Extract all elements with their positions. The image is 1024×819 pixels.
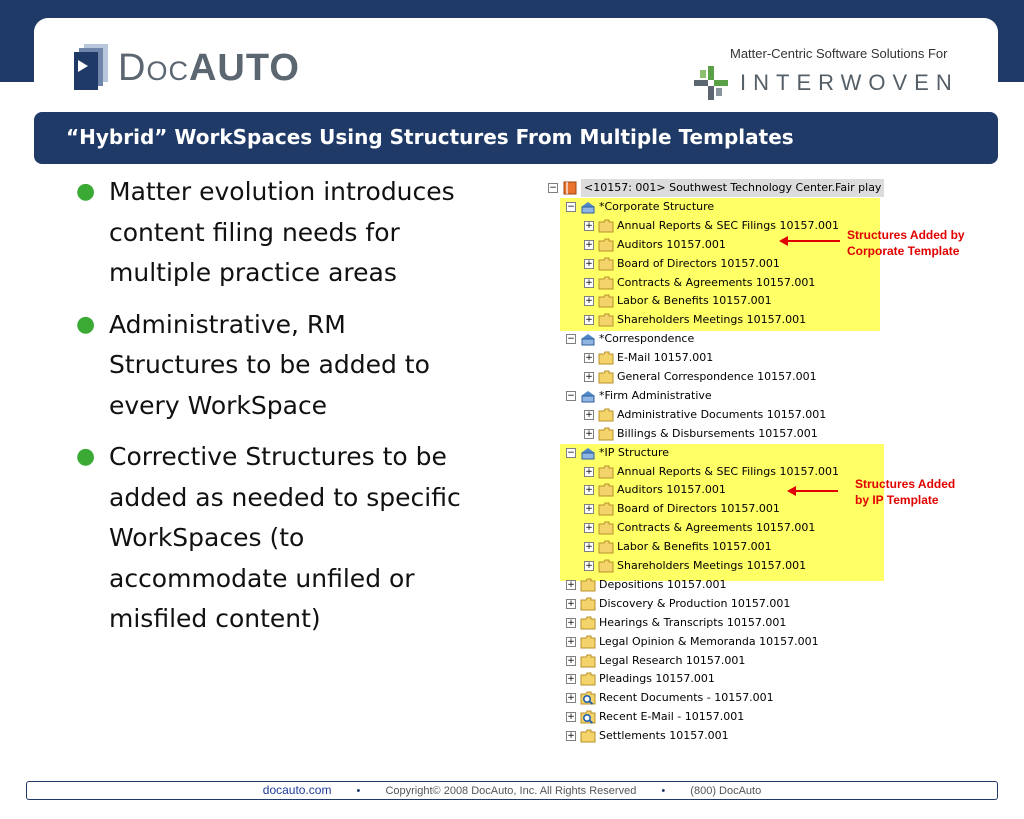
tree-label: Billings & Disbursements 10157.001: [617, 426, 818, 440]
folder-icon: [598, 294, 614, 308]
footer-phone: (800) DocAuto: [690, 785, 762, 797]
footer-separator: •: [356, 785, 361, 797]
tree-label: Annual Reports & SEC Filings 10157.001: [617, 218, 839, 232]
search-folder-icon: [580, 710, 596, 724]
tree-folder[interactable]: [546, 576, 884, 594]
tree-label: Board of Directors 10157.001: [617, 256, 780, 270]
cabinet-icon: [580, 389, 596, 403]
expand-icon[interactable]: +: [567, 598, 575, 609]
tree-search-folder[interactable]: [546, 708, 884, 726]
expand-icon[interactable]: +: [585, 372, 593, 382]
folder-icon: [598, 238, 614, 252]
collapse-icon[interactable]: −: [567, 201, 575, 212]
tree-root[interactable]: [546, 179, 884, 197]
collapse-icon[interactable]: −: [567, 447, 575, 458]
bullet-item: ● Matter evolution introduces content filing needs for multiple practice areas: [76, 172, 476, 294]
expand-icon[interactable]: +: [585, 409, 593, 420]
folder-icon: [598, 540, 614, 554]
tree-label: Depositions 10157.001: [599, 577, 727, 591]
tree-label: *IP Structure: [599, 445, 670, 459]
tree-folder[interactable]: [546, 670, 884, 688]
tree-label: Contracts & Agreements 10157.001: [617, 521, 816, 535]
expand-icon[interactable]: +: [585, 561, 593, 571]
corporate-arrow-icon: [787, 240, 840, 242]
slide-title: “Hybrid” WorkSpaces Using Structures From Multiple Templates: [66, 125, 794, 149]
tagline: Matter-Centric Software Solutions For: [730, 46, 948, 61]
folder-icon: [598, 257, 614, 271]
collapse-icon[interactable]: −: [549, 183, 557, 193]
tree-label: Labor & Benefits 10157.001: [617, 294, 772, 308]
expand-icon[interactable]: +: [585, 504, 593, 515]
tree-structure-corporate[interactable]: [546, 198, 884, 216]
tree-label: Pleadings 10157.001: [599, 672, 715, 686]
tree-label: *Correspondence: [599, 332, 695, 346]
cabinet-icon: [580, 200, 596, 214]
folder-icon: [580, 578, 596, 592]
expand-icon[interactable]: +: [585, 428, 593, 439]
tree-search-folder[interactable]: [546, 689, 884, 707]
tree-label: Administrative Documents 10157.001: [617, 407, 827, 421]
expand-icon[interactable]: +: [585, 315, 593, 326]
collapse-icon[interactable]: −: [567, 334, 575, 345]
expand-icon[interactable]: +: [585, 523, 593, 534]
expand-icon[interactable]: +: [567, 617, 575, 628]
tree-folder[interactable]: [546, 500, 884, 518]
tree-label: E-Mail 10157.001: [617, 351, 714, 365]
expand-icon[interactable]: +: [567, 655, 575, 666]
folder-icon: [598, 351, 614, 365]
tree-folder[interactable]: [546, 633, 884, 651]
expand-icon[interactable]: +: [585, 542, 593, 553]
tree-label: Auditors 10157.001: [617, 483, 726, 497]
expand-icon[interactable]: +: [585, 258, 593, 269]
tree-folder[interactable]: [546, 368, 884, 386]
tree-label: Legal Research 10157.001: [599, 653, 746, 667]
bullet-dot-icon: ●: [76, 311, 96, 337]
folder-icon: [580, 672, 596, 686]
folder-icon: [598, 521, 614, 535]
tree-folder[interactable]: [546, 557, 884, 575]
folder-icon: [598, 502, 614, 516]
expand-icon[interactable]: +: [585, 485, 593, 496]
interwoven-logo-icon: [694, 66, 728, 100]
expand-icon[interactable]: +: [567, 636, 575, 647]
title-bar: [34, 112, 998, 164]
tree-folder[interactable]: [546, 727, 884, 745]
tree-label: Board of Directors 10157.001: [617, 502, 780, 516]
workspace-tree: [546, 179, 886, 751]
folder-icon: [580, 729, 596, 743]
tree-folder[interactable]: [546, 519, 884, 537]
tree-folder[interactable]: [546, 538, 884, 556]
tree-label: Recent Documents - 10157.001: [599, 691, 774, 705]
interwoven-wordmark: INTERWOVEN: [740, 70, 959, 95]
folder-icon: [580, 616, 596, 630]
bullet-item: ● Corrective Structures to be added as needed to specific WorkSpaces (to accommodate unfiled or misfiled content): [76, 437, 476, 640]
folder-icon: [580, 635, 596, 649]
folder-icon: [598, 559, 614, 573]
tree-label: General Correspondence 10157.001: [617, 370, 817, 383]
cabinet-icon: [580, 446, 596, 460]
expand-icon[interactable]: +: [567, 712, 575, 723]
expand-icon[interactable]: +: [585, 239, 593, 250]
footer-copyright: Copyright© 2008 DocAuto, Inc. All Rights Reserved: [385, 785, 637, 797]
tree-folder[interactable]: [546, 311, 884, 329]
tree-folder[interactable]: [546, 292, 884, 310]
docauto-logo-text: DocAUTO: [118, 47, 300, 89]
bullet-dot-icon: ●: [76, 179, 96, 204]
tree-structure-ip[interactable]: [546, 444, 884, 462]
folder-icon: [598, 465, 614, 479]
tree-folder[interactable]: [546, 614, 884, 632]
expand-icon[interactable]: +: [585, 220, 593, 231]
ip-annotation: Structures Added by IP Template: [855, 477, 956, 507]
tree-folder[interactable]: [546, 236, 884, 254]
expand-icon[interactable]: +: [567, 579, 575, 590]
folder-icon: [580, 597, 596, 611]
tree-label: Discovery & Production 10157.001: [599, 596, 791, 610]
expand-icon[interactable]: +: [585, 466, 593, 477]
tree-label: *Firm Administrative: [599, 388, 712, 402]
tree-structure-firm-admin[interactable]: [546, 387, 884, 405]
tree-label: Shareholders Meetings 10157.001: [617, 559, 807, 572]
tree-folder[interactable]: [546, 652, 884, 670]
tree-folder[interactable]: [546, 274, 884, 292]
tree-label: Recent E-Mail - 10157.001: [599, 710, 745, 724]
search-folder-icon: [580, 691, 596, 705]
expand-icon[interactable]: +: [585, 277, 593, 288]
footer-separator: •: [661, 785, 666, 797]
expand-icon[interactable]: +: [585, 353, 593, 364]
folder-icon: [598, 219, 614, 233]
tree-label: Hearings & Transcripts 10157.001: [599, 615, 787, 629]
tree-label: Contracts & Agreements 10157.001: [617, 275, 816, 289]
tree-folder[interactable]: [546, 463, 884, 481]
corporate-annotation: Structures Added by Corporate Template: [847, 228, 965, 258]
expand-icon[interactable]: +: [567, 674, 575, 685]
tree-label: Shareholders Meetings 10157.001: [617, 313, 807, 327]
tree-label: Annual Reports & SEC Filings 10157.001: [617, 464, 839, 478]
tree-label: Legal Opinion & Memoranda 10157.001: [599, 634, 819, 648]
ip-arrow-icon: [795, 490, 838, 492]
folder-icon: [598, 313, 614, 327]
bullet-dot-icon: ●: [76, 444, 96, 469]
bullet-item: ● Administrative, RM Structures to be added to every WorkSpace: [76, 305, 476, 427]
folder-icon: [580, 654, 596, 668]
tree-folder[interactable]: [546, 349, 884, 367]
folder-icon: [598, 483, 614, 497]
folder-icon: [598, 427, 614, 441]
footer: [26, 781, 998, 800]
tree-label: *Corporate Structure: [599, 199, 715, 213]
tree-label: Auditors 10157.001: [617, 237, 726, 251]
folder-icon: [598, 408, 614, 422]
cabinet-icon: [580, 332, 596, 346]
folder-icon: [598, 370, 614, 384]
footer-link[interactable]: docauto.com: [262, 783, 332, 797]
tree-folder[interactable]: [546, 425, 884, 443]
tree-folder[interactable]: [546, 595, 884, 613]
tree-label: Settlements 10157.001: [599, 729, 729, 743]
expand-icon[interactable]: +: [567, 731, 575, 742]
tree-folder[interactable]: [546, 255, 884, 273]
tree-folder[interactable]: [546, 217, 884, 235]
tree-label: <10157: 001> Southwest Technology Center.Fair play: [581, 179, 884, 197]
binder-icon: [562, 181, 578, 195]
expand-icon[interactable]: +: [567, 693, 575, 704]
folder-icon: [598, 276, 614, 290]
tree-folder[interactable]: [546, 406, 884, 424]
tree-structure-correspondence[interactable]: [546, 330, 884, 348]
expand-icon[interactable]: +: [585, 296, 593, 307]
bullet-list: [76, 172, 476, 651]
tree-label: Labor & Benefits 10157.001: [617, 540, 772, 554]
docauto-logo-icon: [74, 44, 108, 90]
collapse-icon[interactable]: −: [567, 390, 575, 401]
